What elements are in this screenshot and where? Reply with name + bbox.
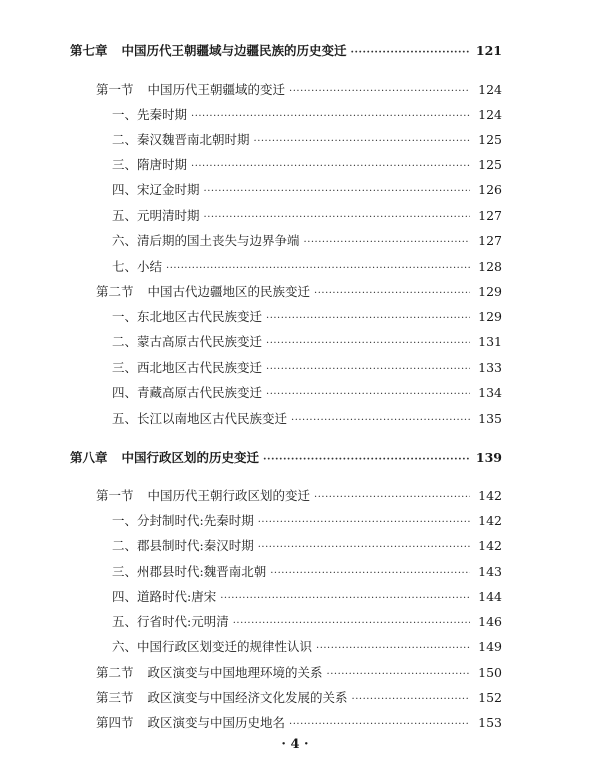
leader-dots	[314, 283, 470, 305]
section-page: 129	[478, 284, 502, 299]
chapter-7-heading: 第七章 中国历代王朝疆域与边疆民族的历史变迁	[70, 43, 347, 58]
item-page: 125	[478, 132, 502, 147]
toc-item[interactable]	[112, 306, 502, 328]
toc-chapter-8[interactable]	[70, 447, 502, 469]
toc-item[interactable]	[112, 256, 502, 278]
section-heading: 第四节 政区演变与中国历史地名	[96, 715, 286, 730]
leader-dots	[266, 333, 470, 355]
item-label: 四、道路时代:唐宋	[112, 589, 217, 604]
item-page: 125	[478, 157, 502, 172]
toc-section-7-2[interactable]	[96, 281, 502, 303]
item-label: 二、蒙古高原古代民族变迁	[112, 334, 263, 349]
leader-dots	[304, 232, 470, 254]
item-page: 135	[478, 411, 502, 426]
item-page: 127	[478, 208, 502, 223]
section-heading: 第一节 中国历代王朝疆域的变迁	[96, 82, 286, 97]
item-page: 131	[478, 334, 502, 349]
toc-item[interactable]	[112, 561, 502, 583]
leader-dots	[289, 81, 470, 103]
section-page: 150	[478, 665, 502, 680]
leader-dots	[254, 131, 470, 153]
item-label: 四、青藏高原古代民族变迁	[112, 385, 263, 400]
section-heading: 第三节 政区演变与中国经济文化发展的关系	[96, 690, 348, 705]
leader-dots	[258, 537, 470, 559]
toc-item[interactable]	[112, 129, 502, 151]
item-label: 六、中国行政区划变迁的规律性认识	[112, 639, 313, 654]
toc-section-8-4[interactable]	[96, 712, 502, 734]
toc-section-8-1[interactable]	[96, 485, 502, 507]
item-page: 149	[478, 639, 502, 654]
leader-dots	[220, 588, 470, 610]
section-page: 153	[478, 715, 502, 730]
toc-item[interactable]	[112, 331, 502, 353]
item-label: 四、宋辽金时期	[112, 182, 200, 197]
leader-dots	[258, 512, 470, 534]
toc-item[interactable]	[112, 586, 502, 608]
leader-dots	[233, 613, 470, 635]
item-label: 三、隋唐时期	[112, 157, 188, 172]
section-heading: 第二节 中国古代边疆地区的民族变迁	[96, 284, 311, 299]
item-page: 142	[478, 513, 502, 528]
toc-section-8-3[interactable]	[96, 687, 502, 709]
item-label: 二、郡县制时代:秦汉时期	[112, 538, 254, 553]
toc-item[interactable]	[112, 382, 502, 404]
leader-dots	[191, 156, 470, 178]
item-page: 144	[478, 589, 502, 604]
leader-dots	[266, 359, 470, 381]
item-page: 129	[478, 309, 502, 324]
toc-item[interactable]	[112, 179, 502, 201]
leader-dots	[314, 487, 470, 509]
item-page: 127	[478, 233, 502, 248]
leader-dots	[204, 181, 470, 203]
page-number-footer: · 4 ·	[281, 737, 309, 752]
item-label: 三、西北地区古代民族变迁	[112, 360, 263, 375]
section-heading: 第二节 政区演变与中国地理环境的关系	[96, 665, 323, 680]
item-label: 三、州郡县时代:魏晋南北朝	[112, 564, 267, 579]
chapter-8-heading: 第八章 中国行政区划的历史变迁	[70, 450, 260, 465]
leader-dots	[266, 308, 470, 330]
section-page: 152	[478, 690, 502, 705]
item-page: 142	[478, 538, 502, 553]
leader-dots	[166, 258, 470, 280]
leader-dots	[204, 207, 470, 229]
leader-dots	[351, 42, 470, 64]
item-label: 五、行省时代:元明清	[112, 614, 229, 629]
item-page: 134	[478, 385, 502, 400]
item-label: 七、小结	[112, 259, 163, 274]
leader-dots	[327, 664, 470, 686]
item-label: 一、分封制时代:先秦时期	[112, 513, 254, 528]
chapter-8-page: 139	[475, 450, 502, 465]
item-label: 六、清后期的国土丧失与边界争端	[112, 233, 300, 248]
toc-item[interactable]	[112, 104, 502, 126]
leader-dots	[352, 689, 470, 711]
leader-dots	[270, 563, 470, 585]
leader-dots	[266, 384, 470, 406]
toc-item[interactable]	[112, 357, 502, 379]
toc-item[interactable]	[112, 154, 502, 176]
leader-dots	[316, 638, 470, 660]
leader-dots	[291, 410, 470, 432]
item-page: 143	[478, 564, 502, 579]
toc-section-8-2[interactable]	[96, 662, 502, 684]
toc-item[interactable]	[112, 205, 502, 227]
leader-dots	[289, 714, 470, 736]
item-page: 128	[478, 259, 502, 274]
item-page: 146	[478, 614, 502, 629]
toc-item[interactable]	[112, 230, 502, 252]
toc-item[interactable]	[112, 510, 502, 532]
section-heading: 第一节 中国历代王朝行政区划的变迁	[96, 488, 311, 503]
toc-item[interactable]	[112, 408, 502, 430]
toc-item[interactable]	[112, 636, 502, 658]
item-label: 一、先秦时期	[112, 107, 188, 122]
item-page: 124	[478, 107, 502, 122]
item-label: 一、东北地区古代民族变迁	[112, 309, 263, 324]
item-label: 五、长江以南地区古代民族变迁	[112, 411, 288, 426]
item-label: 二、秦汉魏晋南北朝时期	[112, 132, 250, 147]
toc-item[interactable]	[112, 535, 502, 557]
item-page: 126	[478, 182, 502, 197]
chapter-7-page: 121	[475, 43, 502, 58]
leader-dots	[263, 449, 470, 471]
leader-dots	[191, 106, 470, 128]
item-page: 133	[478, 360, 502, 375]
toc-section-7-1[interactable]	[96, 79, 502, 101]
section-page: 142	[478, 488, 502, 503]
section-page: 124	[478, 82, 502, 97]
toc-chapter-7[interactable]	[70, 40, 502, 62]
item-label: 五、元明清时期	[112, 208, 200, 223]
toc-item[interactable]	[112, 611, 502, 633]
